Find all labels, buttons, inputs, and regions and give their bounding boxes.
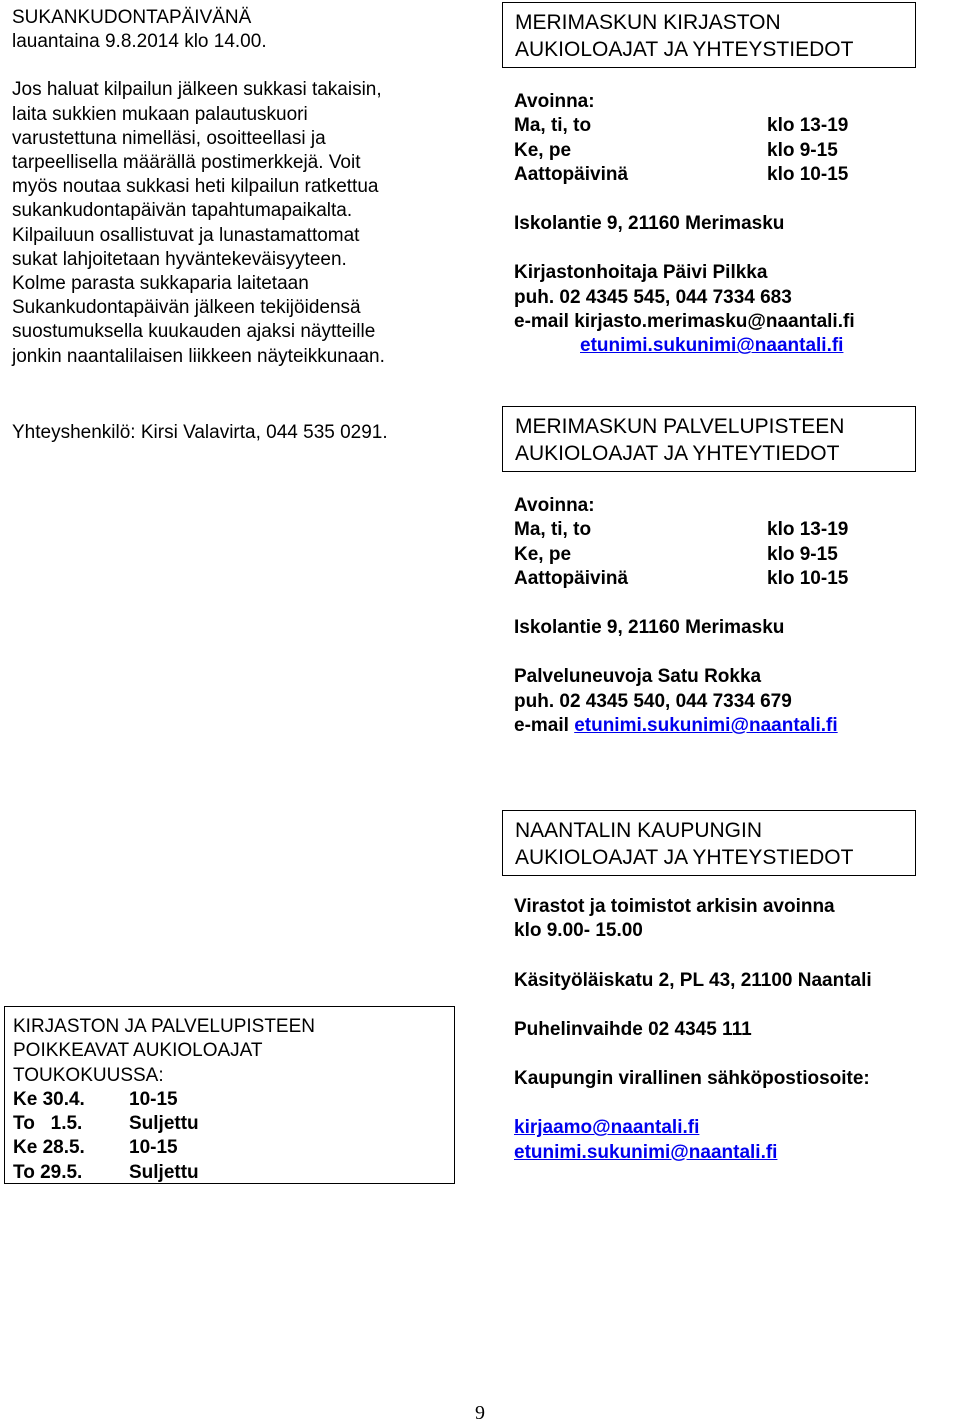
service-email-prefix: e-mail [514, 715, 575, 737]
paragraph-line: sukat lahjoitetaan hyväntekeväisyyteen. [12, 248, 347, 270]
exception-value: 10-15 [129, 1088, 178, 1110]
exceptions-title-line2: POIKKEAVAT AUKIOLOAJAT [13, 1040, 263, 1062]
time: klo 9-15 [767, 139, 838, 161]
time: klo 13-19 [767, 519, 849, 541]
city-link-kirjaamo[interactable]: kirjaamo@naantali.fi [514, 1117, 700, 1139]
library-address: Iskolantie 9, 21160 Merimasku [514, 213, 785, 235]
service-person: Palveluneuvoja Satu Rokka [514, 666, 762, 688]
service-hours-row [514, 567, 934, 591]
day: Aattopäivinä [514, 567, 629, 589]
page-number: 9 [475, 1402, 485, 1424]
paragraph-line: varustettuna nimelläsi, osoitteellasi ja [12, 127, 326, 149]
city-switchboard: Puhelinvaihde 02 4345 111 [514, 1018, 752, 1040]
paragraph-line: jonkin naantalilaisen liikkeen näyteikkunaan. [12, 345, 385, 367]
service-hours-row [514, 518, 934, 542]
time: klo 10-15 [767, 163, 849, 185]
contact-person: Yhteyshenkilö: Kirsi Valavirta, 044 535 0291. [12, 422, 388, 443]
paragraph-line: Kolme parasta sukkaparia laitetaan [12, 273, 309, 295]
paragraph-line: Kilpailuun osallistuvat ja lunastamattomat [12, 224, 360, 246]
exception-value: Suljettu [129, 1113, 199, 1135]
exception-value: Suljettu [129, 1161, 199, 1183]
exception-date: To 29.5. [13, 1161, 83, 1183]
time: klo 9-15 [767, 543, 838, 565]
paragraph-line: Sukankudontapäivän jälkeen tekijöidensä [12, 297, 361, 319]
library-open-label: Avoinna: [514, 91, 595, 112]
paragraph-line: myös noutaa sukkasi heti kilpailun ratkettua [12, 176, 379, 198]
service-hours-row [514, 543, 934, 567]
day: Aattopäivinä [514, 163, 629, 185]
service-header-box [502, 406, 916, 472]
paragraph-line: tarpeellisella määrällä postimerkkejä. Voit [12, 152, 361, 174]
exception-row [13, 1136, 454, 1160]
service-title-line1: MERIMASKUN PALVELUPISTEEN [515, 415, 845, 438]
exceptions-box [4, 1006, 455, 1184]
service-address: Iskolantie 9, 21160 Merimasku [514, 617, 785, 639]
library-title-line1: MERIMASKUN KIRJASTON [515, 11, 781, 34]
city-title-line2: AUKIOLOAJAT JA YHTEYSTIEDOT [515, 846, 854, 869]
day: Ma, ti, to [514, 519, 592, 541]
city-offices-line1: Virastot ja toimistot arkisin avoinna [514, 896, 835, 917]
time: klo 13-19 [767, 115, 849, 137]
city-address: Käsityöläiskatu 2, PL 43, 21100 Naantali [514, 969, 872, 991]
paragraph-line: suostumuksella kuukauden ajaksi näytteille [12, 321, 376, 343]
library-hours-row [514, 139, 934, 163]
service-info [514, 494, 934, 738]
exception-date: Ke 30.4. [13, 1088, 85, 1110]
city-link-etunimi[interactable]: etunimi.sukunimi@naantali.fi [514, 1141, 778, 1163]
sock-day-section [12, 6, 482, 369]
exception-row [13, 1112, 454, 1136]
city-title-line1: NAANTALIN KAUPUNGIN [515, 819, 762, 842]
library-hours-row [514, 163, 934, 187]
paragraph-line: sukankudontapäivän tapahtumapaikalta. [12, 200, 353, 222]
service-phone: puh. 02 4345 540, 044 7334 679 [514, 690, 792, 712]
city-info [514, 895, 954, 1165]
exception-row [13, 1161, 454, 1185]
library-phone: puh. 02 4345 545, 044 7334 683 [514, 286, 792, 308]
city-official-email-label: Kaupungin virallinen sähköpostiosoite: [514, 1068, 870, 1090]
library-header-box [502, 2, 916, 68]
exceptions-title-line3: TOUKOKUUSSA: [13, 1064, 164, 1086]
exception-value: 10-15 [129, 1137, 178, 1159]
library-hours-row [514, 114, 934, 138]
day: Ke, pe [514, 139, 572, 161]
exceptions-title-line1: KIRJASTON JA PALVELUPISTEEN [13, 1016, 315, 1037]
day: Ma, ti, to [514, 115, 592, 137]
service-email-line [514, 714, 934, 738]
paragraph-line: Jos haluat kilpailun jälkeen sukkasi takaisin, [12, 79, 382, 101]
exception-date: Ke 28.5. [13, 1137, 85, 1159]
library-info [514, 90, 934, 359]
library-person: Kirjastonhoitaja Päivi Pilkka [514, 262, 768, 284]
exception-row [13, 1088, 454, 1112]
paragraph-line: laita sukkien mukaan palautuskuori [12, 103, 308, 125]
city-header-box [502, 810, 916, 876]
library-title-line2: AUKIOLOAJAT JA YHTEYSTIEDOT [515, 38, 854, 61]
library-email: e-mail kirjasto.merimasku@naantali.fi [514, 311, 855, 333]
city-offices-line2: klo 9.00- 15.00 [514, 920, 643, 942]
service-email-link[interactable]: etunimi.sukunimi@naantali.fi [574, 715, 838, 737]
time: klo 10-15 [767, 567, 849, 589]
library-email-link[interactable]: etunimi.sukunimi@naantali.fi [580, 335, 844, 357]
sock-day-title: SUKANKUDONTAPÄIVÄNÄ [12, 7, 252, 28]
day: Ke, pe [514, 543, 572, 565]
exception-date: To 1.5. [13, 1113, 83, 1135]
sock-day-date: lauantaina 9.8.2014 klo 14.00. [12, 31, 267, 53]
service-title-line2: AUKIOLOAJAT JA YHTEYTIEDOT [515, 442, 840, 465]
service-open-label: Avoinna: [514, 495, 595, 516]
